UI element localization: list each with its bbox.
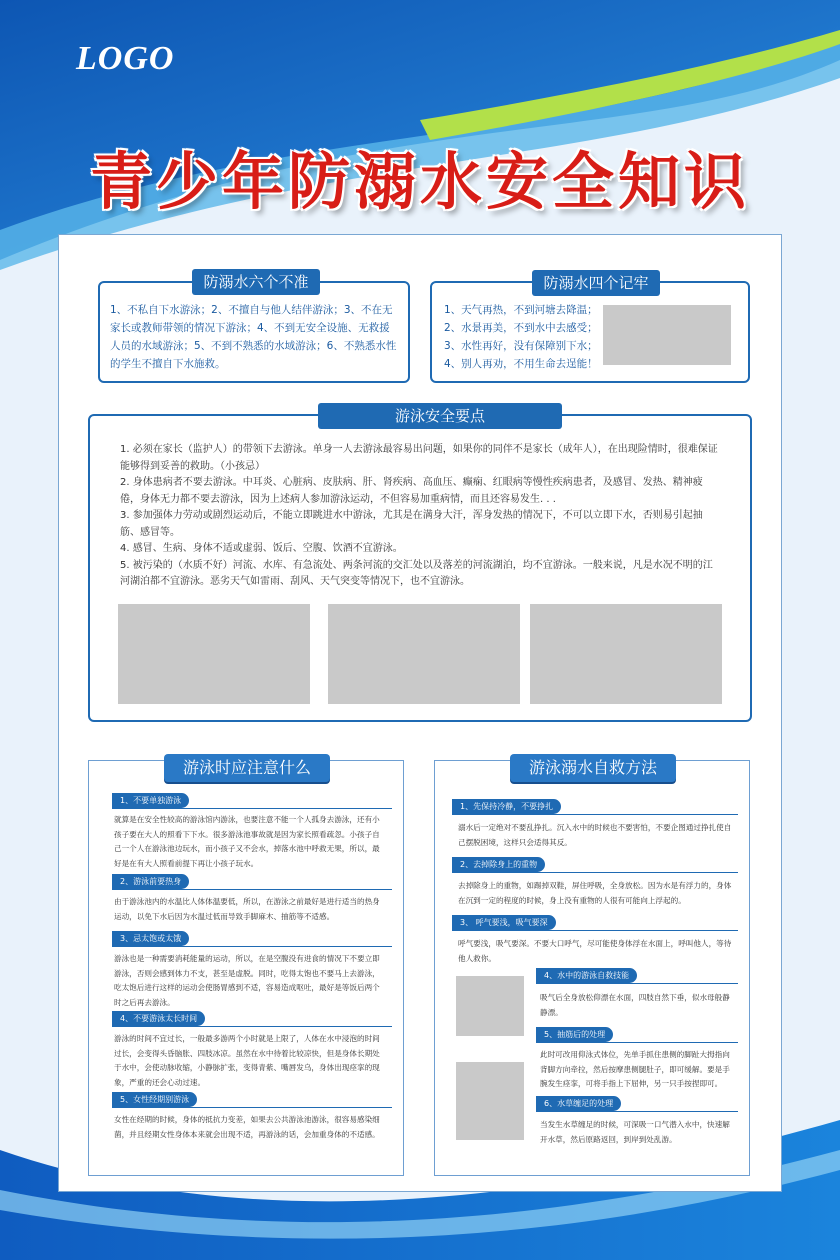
section-text: 女性在经期的时候，身体的抵抗力变差，如果去公共游泳池游泳，很容易感染细菌，并且经期女性身体本来就会出现不适，再游泳的话，会加重身体的不适感。 bbox=[114, 1115, 380, 1139]
divider bbox=[112, 889, 392, 890]
section-text: 此时可改用仰泳式体位，先单手抓住患侧的脚趾大拇指向背脚方向牵拉，然后按摩患侧腿肚子，即可缓解。要是手腕发生痉挛，可将手指上下屈伸，另一只手按捏即可。 bbox=[540, 1050, 730, 1088]
list-item: 3. 参加强体力劳动或剧烈运动后，不能立即跳进水中游泳，尤其是在满身大汗，浑身发热的情况下，不可以立即下水，否则易引起抽筋、感冒等。 bbox=[120, 510, 703, 538]
section-title: 4、水中的游泳自救技能 bbox=[536, 968, 637, 983]
six-rules-text: 1、不私自下水游泳；2、不擅自与他人结伴游泳；3、不在无家长或教师带领的情况下游泳；4、不到无安全设施、无救援人员的水域游泳；5、不到不熟悉的水域游泳；6、不熟悉水性的学生不擅自下水施救。 bbox=[110, 304, 397, 370]
section-text: 游泳的时间不宜过长，一般最多游两个小时就是上限了，人体在水中浸泡的时间过长，会变得头昏脑胀、四肢冰凉。虽然在水中待着比较凉快，但是身体长期处于水中，会使动脉收缩，小静脉扩张，变得青紫、嘴唇发乌，身体出现痉挛的现象，严重的还会心动过速。 bbox=[114, 1034, 380, 1087]
section-title: 4、不要游泳太长时间 bbox=[112, 1011, 205, 1026]
image-placeholder bbox=[603, 305, 731, 365]
list-item: 1. 必须在家长（监护人）的带领下去游泳。单身一人去游泳最容易出问题，如果你的同伴不是家长（成年人），在出现险情时，很难保证能够得到妥善的救助。（小孩忌） bbox=[120, 444, 718, 472]
divider bbox=[536, 983, 738, 984]
four-remember-title: 防溺水四个记牢 bbox=[532, 270, 660, 296]
key-points-title: 游泳安全要点 bbox=[318, 403, 562, 429]
section-text: 当发生水草缠足的时候，可深吸一口气潜入水中，快速解开水草，然后原路返回，到岸到处乱游。 bbox=[540, 1120, 730, 1144]
image-placeholder bbox=[456, 1062, 524, 1140]
divider bbox=[452, 872, 738, 873]
section-title: 2、去掉除身上的重物 bbox=[452, 857, 545, 872]
divider bbox=[452, 930, 738, 931]
section-title: 2、游泳前要热身 bbox=[112, 874, 189, 889]
list-item: 4、别人再劝，不用生命去逞能！ bbox=[444, 358, 598, 370]
divider bbox=[452, 814, 738, 815]
list-item: 2. 身体患病者不要去游泳。中耳炎、心脏病、皮肤病、肝、肾疾病、高血压、癫痫、红眼病等慢性疾病患者，及感冒、发热、精神疲倦，身体无力都不要去游泳，因为上述病人参加游泳运动，不但容易加重病情，而且还容易发生. . . bbox=[120, 477, 703, 505]
section-text: 吸气后全身放松仰漂在水面，四肢自然下垂，似水母般静静漂。 bbox=[540, 993, 730, 1017]
logo: LOGO bbox=[76, 40, 175, 77]
section-text: 由于游泳池内的水温比人体体温要低，所以，在游泳之前最好是进行适当的热身运动，以免下水后因为水温过低而导致手脚麻木、抽筋等不适感。 bbox=[114, 897, 380, 921]
section-title: 5、女性经期别游泳 bbox=[112, 1092, 197, 1107]
divider bbox=[536, 1111, 738, 1112]
section-title: 1、先保持冷静，不要挣扎 bbox=[452, 799, 561, 814]
image-placeholder bbox=[118, 604, 310, 704]
section-title: 3、忌太饱或太饿 bbox=[112, 931, 189, 946]
six-rules-title: 防溺水六个不准 bbox=[192, 269, 320, 295]
page-title: 青少年防溺水安全知识 bbox=[89, 145, 750, 218]
four-remember-list bbox=[444, 301, 604, 373]
list-item: 1、天气再热，不到河塘去降温； bbox=[444, 304, 598, 316]
divider bbox=[112, 808, 392, 809]
section-text: 去掉除身上的重物，如踢掉双鞋，屏住呼吸，全身放松。因为水是有浮力的，身体在沉到一定的程度的时候，身上没有重物的人很有可能向上浮起的。 bbox=[458, 881, 732, 905]
image-placeholder bbox=[456, 976, 524, 1036]
section-title: 5、抽筋后的处理 bbox=[536, 1027, 613, 1042]
attention-title: 游泳时应注意什么 bbox=[164, 754, 330, 782]
key-points-list bbox=[120, 442, 720, 591]
self-rescue-title: 游泳溺水自救方法 bbox=[510, 754, 676, 782]
list-item: 3、水性再好，没有保障别下水； bbox=[444, 340, 598, 352]
section-text: 游泳也是一种需要消耗能量的运动，所以，在是空腹没有进食的情况下不要立即游泳，否则会感到体力不支，甚至是虚脱。同时，吃得太饱也不要马上去游泳，吃太饱后进行这样的运动会使肠胃感到不适，容易造成呕吐，最好是等饭后两个时之后再去游泳。 bbox=[114, 954, 380, 1007]
divider bbox=[112, 1107, 392, 1108]
list-item: 2、水景再美，不到水中去感受； bbox=[444, 322, 598, 334]
list-item: 5. 被污染的（水质不好）河流、水库、有急流处、两条河流的交汇处以及落差的河流湖泊，均不宜游泳。一般来说，凡是水况不明的江河湖泊都不宜游泳。恶劣天气如雷雨、刮风、天气突变等情况下，也不宜游泳。 bbox=[120, 559, 713, 587]
section-text: 呼气要浅，吸气要深。不要大口呼气，尽可能使身体浮在水面上，呼叫他人，等待他人救你。 bbox=[458, 939, 732, 963]
section-title: 3、 呼气要浅，吸气要深 bbox=[452, 915, 556, 930]
list-item: 4. 感冒、生病、身体不适或虚弱、饭后、空腹、饮酒不宜游泳。 bbox=[120, 543, 403, 554]
section-title: 6、水草缠足的处理 bbox=[536, 1096, 621, 1111]
section-title: 1、不要单独游泳 bbox=[112, 793, 189, 808]
divider bbox=[112, 946, 392, 947]
divider bbox=[112, 1026, 392, 1027]
image-placeholder bbox=[328, 604, 520, 704]
image-placeholder bbox=[530, 604, 722, 704]
section-text: 就算是在安全性较高的游泳馆内游泳，也要注意不能一个人孤身去游泳，还有小孩子要在大人的照看下下水。很多游泳池事故就是因为家长照看疏忽。小孩子自己一个人在游泳池边玩水，而小孩子又不会水，掉落水池中呼救无果，所以，最好是在有大人照看前提下再让小孩子玩水。 bbox=[114, 815, 380, 868]
divider bbox=[536, 1042, 738, 1043]
section-text: 溺水后一定绝对不要乱挣扎。沉入水中的时候也不要害怕，不要企图通过挣扎使自己摆脱困境，这样只会适得其反。 bbox=[458, 823, 732, 847]
